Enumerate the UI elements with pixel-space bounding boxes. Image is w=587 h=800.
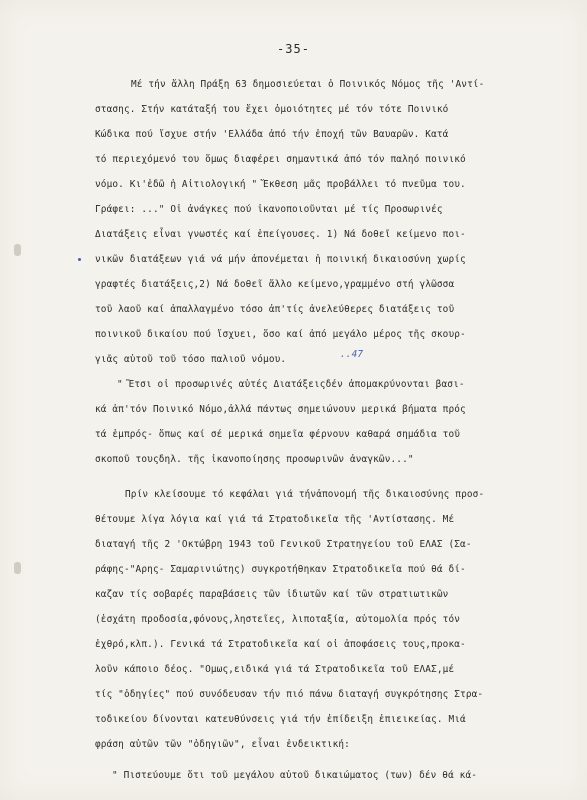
text-line: τά ἐμπρός- ὅπως καί σέ μερικά σημεῖα φέρνουν καθαρά σημάδια τοῦ — [95, 429, 461, 440]
text-line: Διατάξεις εἶναι γνωστές καί ἐπείγουσες. 1) Νά δοθεῖ κείμενο ποι- — [95, 229, 466, 240]
text-line: στασης. Στήν κατάταξή του ἔχει ὁμοιότητες μέ τόν τότε Ποινικό — [95, 104, 449, 115]
text-line: ἐχθρό,κλπ.). Γενικά τά Στρατοδικεῖα καί οἱ ἀποφάσεις τους,προκα- — [95, 639, 466, 650]
text-line: φράση αὐτῶν τῶν "ὁδηγιῶν", εἶναι ἐνδεικτική: — [95, 739, 350, 750]
text-line: τοῦ λαοῦ καί ἀπαλλαγμένο τόσο ἀπ'τίς ἀνελεύθερες διατάξεις τοῦ — [95, 304, 455, 315]
text-line: Γράφει: ..." Οἱ ἀνάγκες πού ἱκανοποιοῦνται μέ τίς Προσωρινές — [95, 204, 443, 215]
text-line: λοῦν κάποιο δέος. "Ομως,ειδικά γιά τά Στρατοδικεῖα τοῦ ΕΛΑΣ,μέ — [95, 664, 455, 675]
text-line: Κώδικα πού ἴσχυε στήν 'Ελλάδα ἀπό τήν ἐποχή τῶν Βαυαρῶν. Κατά — [95, 129, 449, 140]
text-line: γραφτές διατάξεις,2) Νά δοθεῖ ἄλλο κείμενο,γραμμένο στή γλῶσσα — [95, 279, 455, 290]
text-line: Πρίν κλείσουμε τό κεφάλαι γιά τήνἀπονομή τῆς δικαιοσύνης προσ- — [125, 489, 485, 500]
text-line: τοδικείου δίνονται κατευθύνσεις γιά τήν ἐπίδειξη ἐπιεικείας. Μιά — [95, 714, 466, 725]
text-line: νικῶν διατάξεων γιά νά μήν ἀπονέμεται ἡ ποινική δικαιοσύνη χωρίς — [95, 254, 466, 265]
text-line: τό περιεχόμενό του ὅμως διαφέρει σημαντικά ἀπό τόν παληό ποινικό — [95, 154, 466, 165]
page-number: -35- — [277, 42, 310, 56]
text-line: Μέ τήν ἄλλη Πράξη 63 δημοσιεύεται ὁ Ποινικός Νόμος τῆς 'Αντί- — [131, 79, 485, 90]
text-line: κά ἀπ'τόν Ποινικό Νόμο,ἀλλά πάντως σημειώνουν μερικά βήματα πρός — [95, 404, 466, 415]
text-line: ποινικοῦ δικαίου πού ἴσχυει, ὅσο καί ἀπό μεγάλο μέρος τῆς σκουρ- — [95, 329, 466, 340]
text-line: σκοποῦ τουςδηλ. τῆς ἱκανοποίησης προσωρινῶν ἀναγκῶν..." — [95, 454, 414, 465]
text-line: νόμο. Κι'ἐδῶ ἡ Αἰτιολογική " Ἔκθεση μᾶς προβάλλει τό πνεῦμα του. — [95, 179, 466, 190]
text-line: διαταγή τῆς 2 'Οκτώβρη 1943 τοῦ Γενικοῦ Στρατηγείου τοῦ ΕΛΑΣ (Σα- — [95, 539, 472, 550]
text-line: " Ἔτσι οἱ προσωρινές αὐτές Διατάξειςδέν ἀπομακρύνονται βασι- — [117, 379, 465, 390]
text-line: " Πιστεύουμε ὅτι τοῦ μεγάλου αὐτοῦ δικαιώματος (των) δέν θά κά- — [112, 770, 478, 781]
ink-dot-mark — [78, 258, 81, 261]
handwritten-annotation: ..47 — [340, 349, 364, 360]
text-line: ράφης-"Αρης- Σαμαρινιώτης) συγκροτήθηκαν Στρατοδικεῖα πού θά δί- — [95, 564, 466, 575]
text-line: (ἐσχάτη προδοσία,φόνους,ληστεῖες, λιποταξία, αὐτομολία πρός τόν — [95, 614, 461, 625]
text-line: καζαν τίς σοβαρές παραβάσεις τῶν ἰδιωτῶν καί τῶν στρατιωτικῶν — [95, 589, 449, 600]
text-line: θέτουμε λίγα λόγια καί γιά τά Στρατοδικεῖα τῆς 'Αντίστασης. Μέ — [95, 514, 455, 525]
text-line: τίς "ὁδηγίες" πού συνόδευσαν τήν πιό πάνω διαταγή συγκρότησης Στρα- — [95, 689, 484, 700]
text-line: γιᾶς αὐτοῦ τοῦ τόσο παλιοῦ νόμου. — [95, 354, 287, 365]
